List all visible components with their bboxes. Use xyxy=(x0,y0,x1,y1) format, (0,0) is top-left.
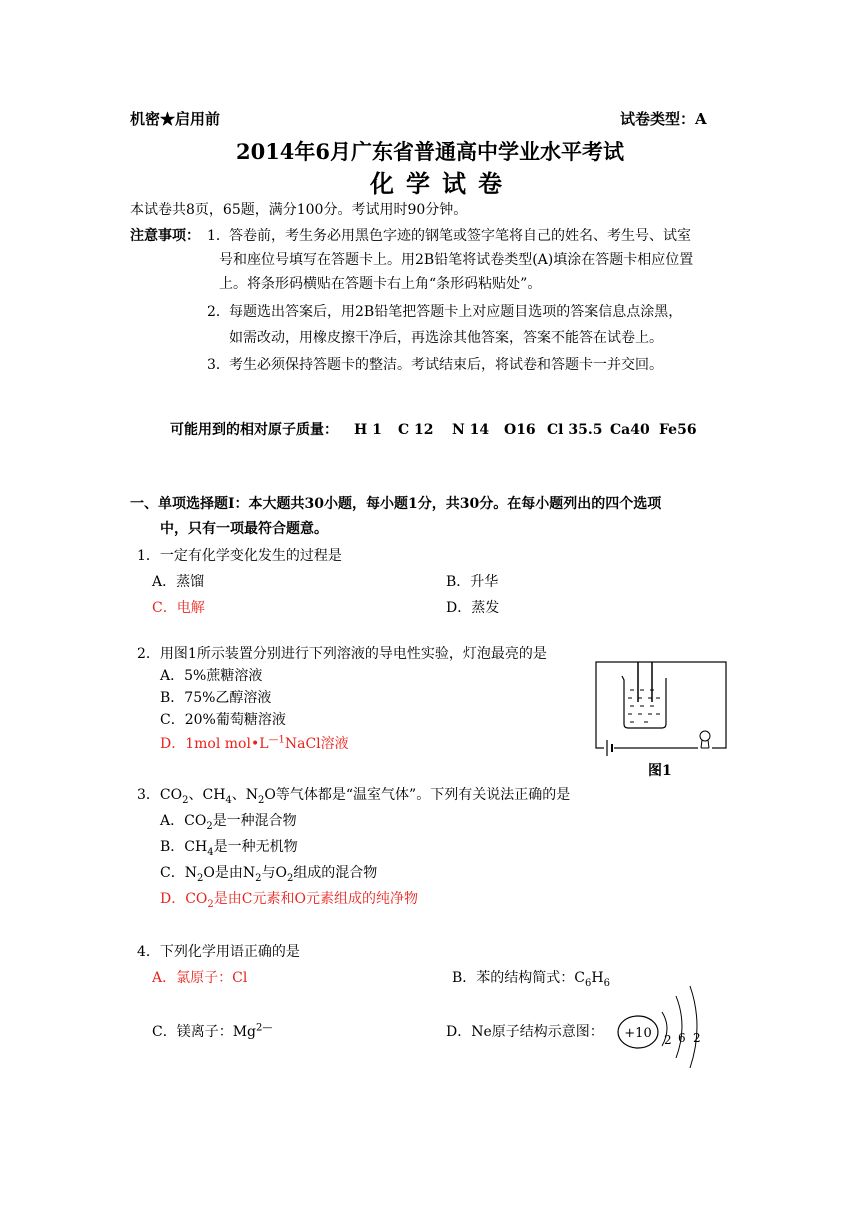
q3-stem-text: O等气体都是“温室气体”。下列有关说法正确的是 xyxy=(264,787,571,803)
ne-nucleus-label: +10 xyxy=(624,1026,652,1041)
question-4-stem: 4．下列化学用语正确的是 xyxy=(137,944,300,960)
atomic-mass-label: 可能用到的相对原子质量： xyxy=(170,422,338,438)
question-1-stem: 1．一定有化学变化发生的过程是 xyxy=(137,548,342,564)
q4-option-a-answer: A．氯原子：Cl xyxy=(152,970,248,986)
q3-option-b xyxy=(160,837,298,857)
q3-option-d-answer xyxy=(160,889,418,909)
q2-option-b: B．75%乙醇溶液 xyxy=(160,690,272,706)
atomic-mass-value: Ca40 xyxy=(610,422,650,438)
q4-b-sub: 6 xyxy=(603,977,610,989)
figure-1-apparatus xyxy=(594,660,734,760)
ne-shell-3: 2 xyxy=(693,1031,701,1045)
intro-text: 本试卷共8页，65题，满分100分。考试用时90分钟。 xyxy=(130,202,468,218)
figure-1-caption: 图1 xyxy=(648,763,672,779)
atomic-mass-value: Cl 35.5 xyxy=(547,422,603,438)
q4-b-sub: 6 xyxy=(585,977,592,989)
notice-label: 注意事项： xyxy=(130,228,200,244)
q3-b-text: B．CH xyxy=(160,839,208,855)
q3-c-text: 组成的混合物 xyxy=(293,865,378,881)
q3-b-sub: 4 xyxy=(207,846,214,858)
atomic-mass-value: O16 xyxy=(504,422,536,438)
atomic-mass-value: Fe56 xyxy=(659,422,697,438)
paper-type-label: 试卷类型：A xyxy=(620,110,707,128)
q3-stem-sub: 4 xyxy=(225,794,232,806)
q3-c-text: C．N xyxy=(160,865,197,881)
notice-line: 如需改动，用橡皮擦干净后，再选涂其他答案，答案不能答在试卷上。 xyxy=(229,330,663,346)
q3-b-text: 是一种无机物 xyxy=(213,839,298,855)
atomic-mass-value: C 12 xyxy=(398,422,434,438)
q3-stem-sub: 2 xyxy=(182,794,189,806)
question-3-stem xyxy=(137,785,570,805)
q3-option-a xyxy=(160,811,297,831)
ne-shell-2: 6 xyxy=(678,1031,686,1045)
q3-c-text: 与O xyxy=(261,865,287,881)
q3-c-sub: 2 xyxy=(255,872,262,884)
notice-line: 答卷前，考生务必用黑色字迹的钢笔或签字笔将自己的姓名、考生号、试室 xyxy=(229,228,691,244)
q3-c-sub: 2 xyxy=(286,872,294,884)
q2-option-d-answer xyxy=(160,734,349,754)
q3-a-text: A．CO xyxy=(160,813,207,829)
notice-line: 上。将条形码横贴在答题卡右上角“条形码粘贴处”。 xyxy=(219,276,542,292)
q4-option-d: D．Ne原子结构示意图： xyxy=(446,1024,604,1040)
notice-num-2: 2． xyxy=(207,304,230,320)
q3-stem-text: 3．CO xyxy=(137,787,183,803)
ne-shell-1: 2 xyxy=(664,1033,672,1047)
section-heading: 一、单项选择题Ⅰ：本大题共30小题，每小题1分，共30分。在每小题列出的四个选项 xyxy=(130,496,662,512)
q1-option-a: A．蒸馏 xyxy=(152,574,205,590)
q4-b-text: B．苯的结构简式：C xyxy=(452,970,585,986)
ne-atom-diagram xyxy=(612,982,712,1072)
q4-option-c xyxy=(152,1022,272,1042)
q3-stem-text: 、N xyxy=(231,787,259,803)
q2-d-text: NaCl溶液 xyxy=(284,736,349,752)
q1-option-b: B．升华 xyxy=(446,574,499,590)
q4-c-sup: 2— xyxy=(256,1022,273,1034)
confidential-label: 机密★启用前 xyxy=(130,110,221,128)
q1-option-d: D．蒸发 xyxy=(446,600,500,616)
atomic-mass-value: H 1 xyxy=(354,422,382,438)
q2-d-text: D．1mol mol•L xyxy=(160,736,269,752)
notice-line: 每题选出答案后，用2B铅笔把答题卡上对应题目选项的答案信息点涂黑， xyxy=(229,304,683,320)
q3-a-sub: 2 xyxy=(206,820,213,832)
q2-option-a: A．5%蔗糖溶液 xyxy=(160,668,263,684)
q3-stem-text: 、CH xyxy=(188,787,226,803)
notice-line: 考生必须保持答题卡的整洁。考试结束后，将试卷和答题卡一并交回。 xyxy=(229,357,663,373)
question-2-stem: 2．用图1所示装置分别进行下列溶液的导电性实验，灯泡最亮的是 xyxy=(137,646,547,662)
q4-option-b xyxy=(452,968,610,988)
notice-num-3: 3． xyxy=(207,357,230,373)
notice-line: 号和座位号填写在答题卡上。用2B铅笔将试卷类型(A)填涂在答题卡相应位置 xyxy=(219,252,694,268)
exam-title: 2014年6月广东省普通高中学业水平考试 xyxy=(235,139,625,164)
q4-b-text: H xyxy=(591,970,604,986)
q3-c-sub: 2 xyxy=(196,872,204,884)
q2-d-sup: —1 xyxy=(268,734,285,746)
q3-d-text: D．CO xyxy=(160,891,208,907)
q3-d-sub: 2 xyxy=(207,898,214,910)
notice-num-1: 1． xyxy=(207,228,230,244)
q3-d-text: 是由C元素和O元素组成的纯净物 xyxy=(213,891,418,907)
q3-a-text: 是一种混合物 xyxy=(212,813,297,829)
section-heading-cont: 中，只有一项最符合题意。 xyxy=(160,521,328,537)
q3-c-text: O是由N xyxy=(203,865,256,881)
paper-subtitle: 化学试卷 xyxy=(370,169,514,198)
q1-option-c-answer: C．电解 xyxy=(152,600,205,616)
q3-option-c xyxy=(160,863,377,883)
q3-stem-sub: 2 xyxy=(258,794,265,806)
q4-c-text: C．镁离子：Mg xyxy=(152,1024,257,1040)
atomic-mass-value: N 14 xyxy=(452,422,490,438)
q2-option-c: C．20%葡萄糖溶液 xyxy=(160,712,286,728)
